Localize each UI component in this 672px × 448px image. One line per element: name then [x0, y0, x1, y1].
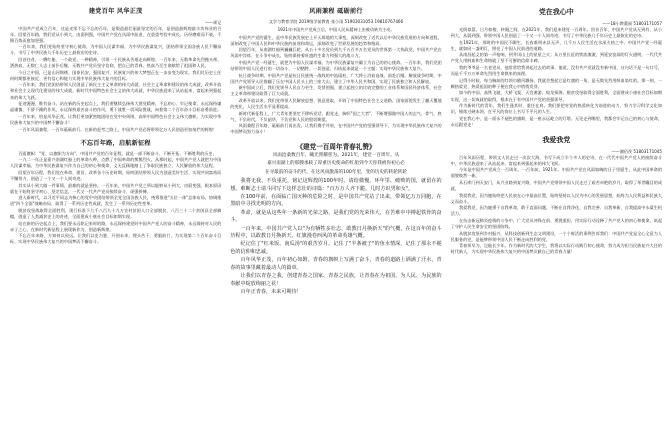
paragraph: 新中国成立后，我们党领导人民自力更生、发愤图强，建立起独立的比较完整的工业体系和国民经济体系，社会主义革命和建设取得了巨大成就。 — [230, 85, 442, 97]
paragraph: 百年风雨历程，带领文人民走过一次次大海，书写下成立半个多人的史诗，在一代代中国共产党人的接续奋斗中，中华民族迎来了从站起来、富起来到强起来的伟大飞跃。 — [450, 154, 662, 166]
paragraph: 抗日战争时期，中国共产党是抗日民族统一战线的中流砥柱，广大将士浴血奋战、前赴后继。解放战争时期，中国共产党领导人民推翻了压在中国人民头上的三座大山，建立了中华人民共和国，实现了民族独立和人民解放。 — [230, 72, 442, 84]
paragraph: 我的爷爷是一名老党员，他常常给我讲起过去的故事。他说，没有共产党就没有新中国，这句话不是一句口号，而是千千万万革命先烈用生命换来的真理。 — [450, 65, 662, 77]
paragraph: 从南昌起义的第一声枪响，到井冈山上的星星之火；从万里长征的铁流滚滚，到延安窑洞的灯火通明，一代代共产党人用鲜血和生命铸就了坚不可摧的信仰丰碑。 — [450, 52, 662, 64]
article-byline: ——颂记 — [204, 19, 222, 25]
paragraph: 光阴似箭，日月如梭，转眼之间，在2021年，我们迎来建党一百周年。回首百年，中国共产党从无到有、从小到大、从弱到强，带领中国人民创造了一个又一个人间奇迹，书写了中华民族几千年历史上最恢宏的史诗。 — [450, 27, 662, 39]
paragraph: 让我们以青春之我，创建青春之国家、青春之民族，让青春在为祖国、为人民、为民族的奉献中绽放绚丽之花！ — [230, 273, 442, 287]
article-subtitle: 嘉兴南湖上的那艘承载了厚重历史使命的红船到今天你我被你初心必 — [267, 161, 405, 167]
article-wo-ai-dang — [451, 136, 662, 257]
paragraph: 一百年风雨兼程，一百年砥砺前行。在新的赶考之路上，中国共产党必将带领亿万人民创造更加灿烂的辉煌！ — [18, 126, 218, 132]
article-title: 建党百年 风华正茂 — [88, 8, 143, 15]
paragraph: 百年正青春，未来可期待！ — [240, 288, 302, 295]
article-byline: ——谢佰茂 51803171045 — [611, 148, 662, 154]
article-byline: ——18小教董丽 51803171057 — [602, 21, 662, 26]
paragraph: 一百年来，我们党团结带领人民创造了新民主主义革命的伟大成就、社会主义革命和建设的伟大成就、改革开放和社会主义现代化建设的伟大成就、新时代中国特色社会主义的伟大成就，中华民族迎来了从站起来、富起来到强起来的伟大飞跃。 — [10, 82, 222, 100]
article-title: 《建党一百周年青春礼赞》 — [296, 143, 376, 151]
paragraph: 一百年来，恰是风华正茂。让我们更加紧密地团结在党中央周围，高举中国特色社会主义伟大旗帜，为实现中华民族伟大复兴的中国梦不懈奋斗！ — [10, 113, 222, 125]
paragraph: 今年是中国共产党成立一百周年。一百年前，1921年，中国共产党在风雨如晦的日子里诞生，从此中国革命的面貌焕然一新。 — [450, 167, 662, 179]
paragraph: 我爱我党，因为她始终把人民放在心中最高位置，始终坚持以人民为中心的发展思想，始终为人民利益和民族大义而奋斗。 — [450, 192, 662, 204]
paragraph: 在100年前，在面临亡国灭种的危险之时，是中国共产党站了出来，带领亿万万同胞，在黑暗中寻找光明的方向。 — [230, 194, 442, 208]
paragraph: 一九二一年正是嘉兴南湖红船上的革命火种，点燃了中国革命的熊熊烈火。从那时起，中国共产党人就把为中国人民谋幸福、为中华民族谋复兴作为自己的初心和使命，义无反顾地踏上了争取民族独立、人民解放的伟大征程。 — [10, 157, 222, 169]
paragraph: 中国共产党成立百年，这是光荣不忘不忘的百年，是锻造最壮丽最坚定的百年，是创造最辉煌最丰功伟业的百年。回望百年路，我们党从小到大、由弱到强，中国共产党在风雨中前进、在重重考验中成长，历经磨难而不衰，千锤百炼而愈加坚强。 — [10, 25, 222, 43]
article-body — [451, 27, 662, 129]
article-body — [10, 26, 221, 134]
article-subtitle: 1921年中国共产党成立后，中国人民从精神上由被动转为主动。 — [277, 26, 395, 32]
article-body — [451, 155, 662, 257]
paragraph: 记得小时候，每当胸前的红领巾随风飘扬，我就会想起它是红旗的一角，是无数先烈用鲜血染红的。那一刻，一颗热爱党、热爱祖国的种子便在我心中悄悄发芽。 — [450, 77, 662, 89]
article-title: 风雨兼程 砥砺前行 — [309, 8, 363, 15]
paragraph: 新时代新征程上，广大青年要坚定不移听党话、跟党走，胸怀"国之大者"，不断增强做中国人的志气、骨气、底气，不负时代，不负韶华，不负党和人民的殷切期望。 — [230, 110, 442, 122]
article-subtitle: 风雨沧桑数百年，曦光照耀慈为。2021年，建党一百周年。从 — [272, 153, 400, 158]
column-2 — [230, 8, 441, 442]
column-1 — [10, 8, 221, 442]
paragraph: 脱贫攻坚战取得全面胜利，现行标准下九千八百九十九万农村贫困人口全部脱贫，八百三十二个贫困县全部摘帽，创造了人类减贫史上的奇迹，全面建成小康社会目标如期实现。 — [10, 207, 222, 220]
article-body — [230, 35, 441, 137]
paragraph: 回望百年，从南湖红船到巍巍巨轮，从五十多名党员到九千五百多万名党员的世界第一大执政党，中国共产党在风雨中淬炼、在斗争中成长，始终保持着旺盛的生命力和强大的战斗力。 — [230, 47, 442, 59]
article-title: 党在我心中 — [538, 8, 574, 16]
article-body — [230, 178, 441, 297]
paragraph: 作为新时代的青年，我们生逢其时、重任在肩。我们要把对党的热爱转化为前进的动力，努力学习科学文化知识，锤炼过硬本领，在平凡的岗位上书写不平凡的人生。 — [450, 103, 662, 115]
paragraph: 今日之中国，已是山河锦绣、国泰民安，强国复兴、民族复兴的伟大梦想正在一步步变为现实。我们比历史上任何时期都更接近、更有信心和能力实现中华民族伟大复兴的目标。 — [10, 69, 222, 81]
paragraph: 我将无我，不负重托，铭记这辉煌的100年时，请给微慢，环年里、破败的国，就留在的想。难断志士请斗同写下这样志壮的诗篇："百万万人齐下跪，几时方识男和女"。 — [230, 178, 442, 192]
paragraph: 回望百年历程，我们党在革命、建设、改革各个历史时期，始终团结带领人民为创造美好生活、实现共同富裕而不懈努力，创造了一个又一个人间奇迹。 — [10, 169, 222, 181]
article-poem-qingchun — [230, 143, 441, 297]
article-buwang-chuxin — [10, 140, 221, 246]
paragraph: 站在新的历史起点上，我们要永远铭记来时的路，永远保持建党时中国共产党人的奋斗精神，永远保持对人民的赤子之心，在新时代新征程上展现新作为、创造新辉煌。 — [10, 220, 222, 232]
article-subtitle: 文学与教育学院 2019级学前教育 张小雨 51903031053 19810767466 — [268, 18, 404, 24]
column-3 — [451, 8, 662, 442]
paragraph: 党在我心中，是一面永不褪色的旗帜，是一座永远屹立的灯塔。无论走到哪里，我都会牢记自己的初心与使命，永远跟党走！ — [450, 115, 662, 127]
paragraph: 一百年来，中国共产党人以"为有牺牲多壮志，敢教日月换新天"的气概，在这百年的奋斗历程中，以敢教日月换新天、红旗漫卷西风的革命英雄气概。 — [230, 225, 442, 240]
paragraph: 百面旗帜："党、以旗帜为方向"，中国共产党的百年征程，就是一部不断奋斗、不断开拓、不断胜利的历史。 — [18, 150, 217, 156]
paragraph: 改革开放以来，我们党带领人民解放思想、锐意进取，开辟了中国特色社会主义道路，国家面貌发生了翻天覆地的变化，人民生活水平显著提高。 — [230, 97, 442, 110]
paragraph: 从石库门到天安门，从兴业路到复兴路，中国共产党带领中国人民走过了艰苦卓绝的岁月，取得了举世瞩目的成就。 — [450, 179, 662, 191]
paragraph: 如今的中国，高铁飞驰、大桥飞架、天宫遨游、蛟龙探海，脱贫攻坚取得全面胜利，全面建成小康社会目标如期实现，这一切成就的取得，根本在于有中国共产党的坚强领导。 — [450, 90, 662, 102]
paragraph: 从脱贫攻坚到乡村振兴，从科技创新到生态文明建设，一个个鲜活的事例告诉我们：中国共产党是全心全意为人民服务的党，是能够带领中国人民不断走向胜利的党。 — [450, 230, 662, 242]
paragraph: 中国共产党的诞生，是中华民族发展史上开天辟地的大事变，深刻改变了近代以后中华民族发展的方向和进程，深刻改变了中国人民和中华民族的前途和命运，深刻改变了世界发展的趋势和格局。 — [230, 34, 442, 46]
article-title: 我爱我党 — [542, 135, 571, 144]
paragraph: 百年风华正茂，百年初心如磐。青春的旗帜上写满了奋斗，青春的道路上洒满了汗水，青春的故事里藏着最动人的篇章。 — [230, 257, 442, 271]
paragraph: 纪记住了"红米饭、南瓜汤"的艰苦岁月，记住了"半条被子"的鱼水情深，记住了那永不褪色的信仰和忠诚。 — [230, 241, 442, 255]
article-subtitle: 在寻最前的奋斗的代，在这风雨激荡的100年里，变的历史的转轮转轮 — [264, 169, 407, 175]
paragraph: 我爱我党，因为她勇于自我革命，敢于直面问题，不断在自我净化、自我完善、自我革新、自我提高中永葆生机活力。 — [450, 205, 662, 217]
article-title: 不忘百年路，启航新征程 — [80, 140, 151, 148]
paragraph: 其实从小到大做一件事情，最难的就是坚持。一百年来，中国共产党之所以能够从小到大、由弱变强，根本原因就在于始终坚守初心、坚定信念，一代又一代共产党员接续奋斗、顽强拼搏。 — [10, 182, 222, 194]
paragraph: 革命，就是从这些年一条新的光荣之路，是我们党的光荣伟大，在苦难中中搏起铁骨的奋斗。 — [230, 209, 442, 224]
paragraph: 中国共产党一经诞生，就把为中国人民谋幸福、为中华民族谋复兴确立为自己的初心使命。一百年来，我们党团结带领中国人民进行的一切奋斗、一切牺牲、一切创造，归结起来就是一个主题：实现中华民族伟大复兴。 — [230, 59, 442, 71]
paragraph: 风雨兼程百年路，砥砺前行再出发。让我们携手并肩，在中国共产党的坚强领导下，为实现中华民族伟大复兴的中国梦而努力奋斗！ — [230, 123, 442, 135]
article-dang-zai-xin-zhong — [451, 8, 662, 129]
article-jiandang-bainian — [10, 8, 221, 133]
paragraph: 回首往昔，一艘红船、一个政党、一种精神，引领一个民族从苦难走向辉煌；一百年来，无数革命先烈抛头颅、洒热血，无数仁人志士前仆后继，无数共产党员坚守信仰，把自己的青春、热血乃至生命献给了祖国和人民。 — [10, 56, 222, 69]
paragraph: 在抗击新冠肺炎疫情的斗争中，广大党员冲锋在前、勇挑重担，用实际行动诠释了共产党人的初心和使命，筑起了守护人民生命安全的坚固防线。 — [450, 217, 662, 230]
paragraph: 在1921年，那时的中国民不聊生，长夜难明赤县无声，几千万人民生活在水深火热之中。中国共产党一经诞生，就如同一盏明灯，照亮了中国人民前进的道路。 — [450, 39, 662, 51]
paragraph: 一百年来，我们党始终坚守初心使命，为中国人民谋幸福、为中华民族谋复兴，团结带领全国各族人民不懈奋斗，书写了中华民族几千年历史上最恢宏的史诗。 — [10, 44, 222, 56]
article-fengyu-jiancheng — [230, 8, 441, 136]
article-body — [10, 151, 221, 246]
paragraph: 进入新时代，以习近平同志为核心的党中央团结带领全党全国各族人民，统筹推进"五位一体"总体布局，协调推进"四个全面"战略布局，取得了一系列历史性成就，发生了一系列历史性变革。 — [10, 195, 222, 207]
paragraph: 不忘百年来路，方知何以致远。让我们以史为鉴、开创未来，埋头苦干、勇毅前行，为实现第二个百年奋斗目标、实现中华民族伟大复兴的中国梦而不懈奋斗。 — [10, 233, 222, 245]
paragraph: 青春须早为，岂能长少年。作为新时代的大学生，我将以实际行动践行初心使命，努力成为担当民族复兴大任的时代新人，为实现中华民族伟大复兴的中国梦贡献自己的青春力量！ — [450, 243, 662, 255]
paragraph: 征途漫漫，惟有奋斗。站在新的历史起点上，我们要继续弘扬伟大建党精神，不忘初心、牢记使命，永远保持谦虚谨慎、不骄不躁的作风，永远保持艰苦奋斗的作风，勇于战胜一切风险挑战，向着第二个百年奋斗目标奋勇前进。 — [10, 101, 222, 113]
